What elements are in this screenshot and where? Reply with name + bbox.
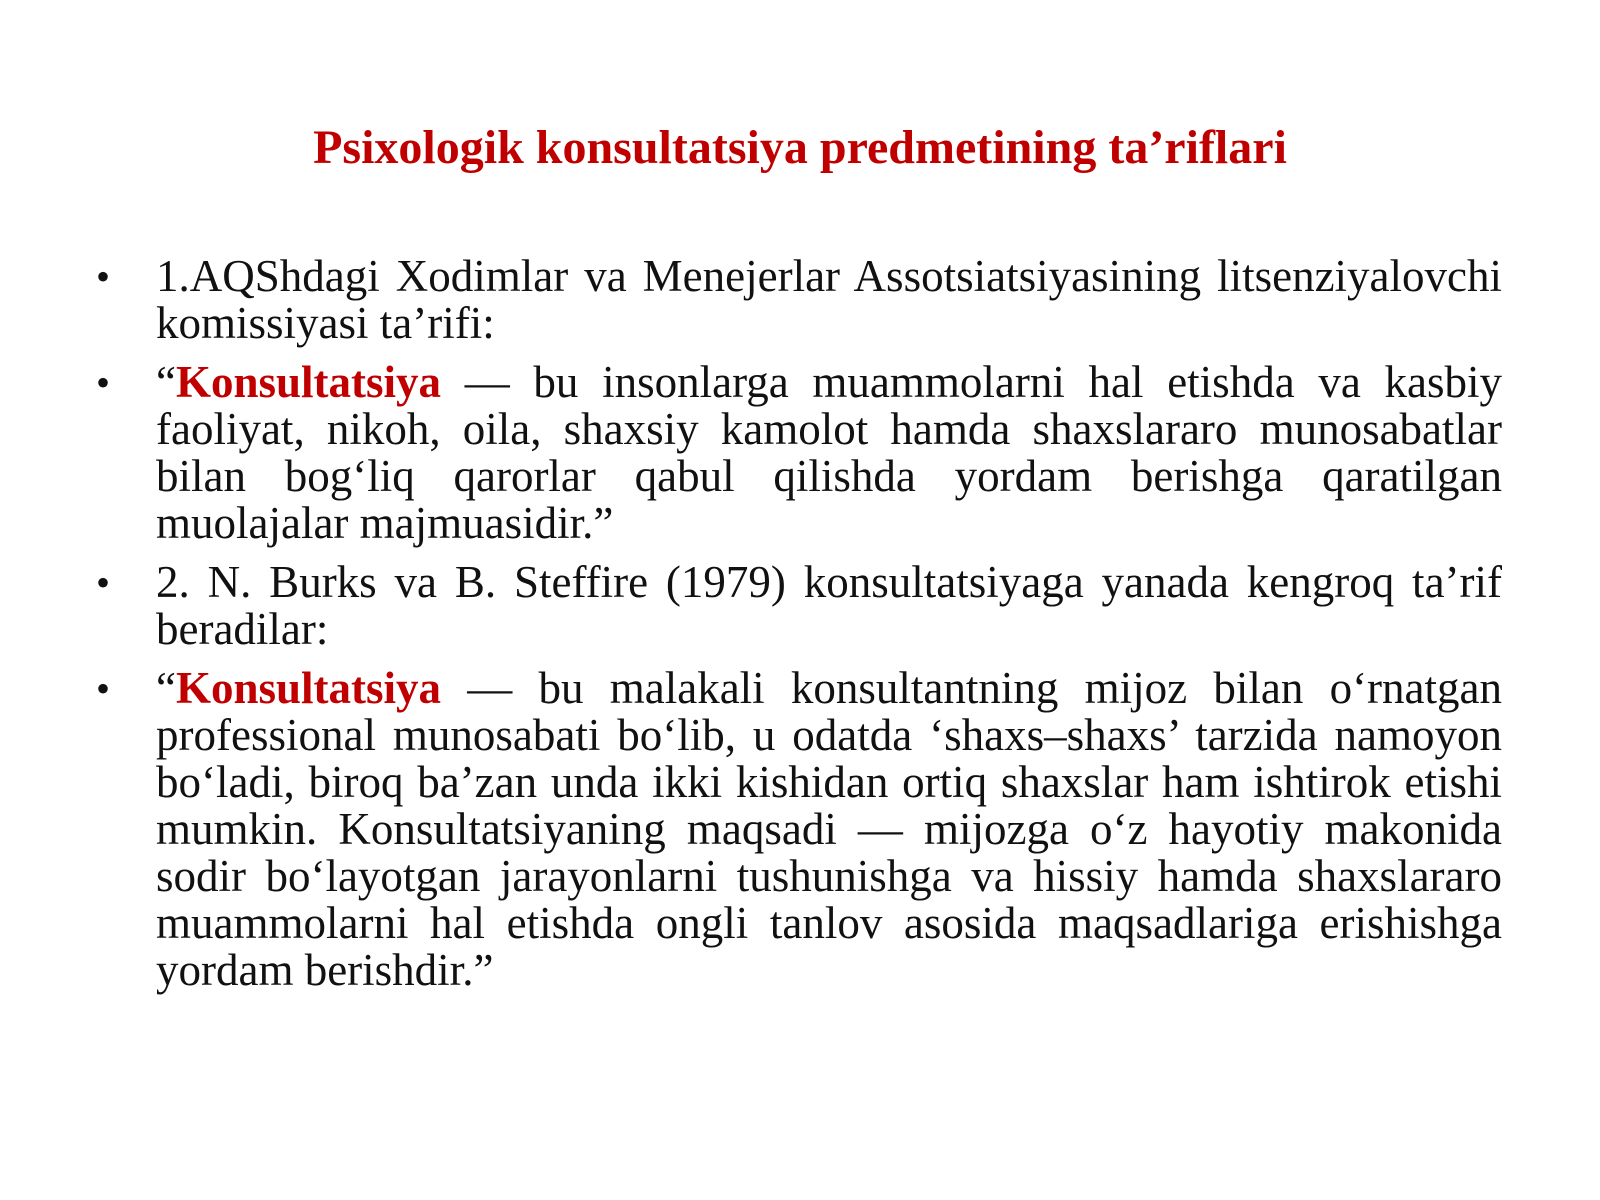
open-quote: “ (156, 663, 176, 713)
bullet-item-1 (96, 253, 1502, 347)
bullet-item-3 (96, 559, 1502, 653)
bullet-marker: • (96, 560, 111, 605)
slide-title: Psixologik konsultatsiya predmetining ta’riflari (313, 121, 1287, 174)
open-quote: “ (156, 357, 176, 407)
bullet-item-4 (96, 665, 1502, 994)
definition-keyword: Konsultatsiya (175, 357, 442, 407)
bullet-marker: • (96, 666, 111, 711)
bullet-text: — bu malakali konsultantning mijoz bilan o‘rnatgan professional munosabati bo‘lib, u odatda ‘shaxs–shaxs’ tarzida namoyon bo‘ladi, biroq ba’zan unda ikki kishidan ortiq shaxslar ham ishtirok etishi mumkin. Konsultatsiyaning maqsadi — mijozga o‘z hayotiy makonida sodir bo‘layotgan jarayonlarni tushunishga va hissiy hamda shaxslararo muammolarni hal etishda ongli tanlov asosida maqsadlariga erishishga yordam berishdir.” (156, 663, 1502, 995)
bullet-marker: • (96, 360, 111, 405)
bullet-marker: • (96, 254, 111, 299)
bullet-item-2 (96, 359, 1502, 547)
bullet-text: 2. N. Burks va B. Steffire (1979) konsultatsiyaga yanada kengroq ta’rif beradilar: (156, 557, 1502, 654)
bullet-list (96, 253, 1502, 1006)
bullet-text: 1.AQShdagi Xodimlar va Menejerlar Assotsiatsiyasining litsenziyalovchi komissiyasi ta’rifi: (156, 251, 1502, 348)
definition-keyword: Konsultatsiya (175, 663, 442, 713)
bullet-text: — bu insonlarga muammolarni hal etishda va kasbiy faoliyat, nikoh, oila, shaxsiy kamolot hamda shaxslararo munosabatlar bilan bog‘liq qarorlar qabul qilishda yordam berishga qaratilgan muolajalar majmuasidir.” (156, 357, 1502, 548)
